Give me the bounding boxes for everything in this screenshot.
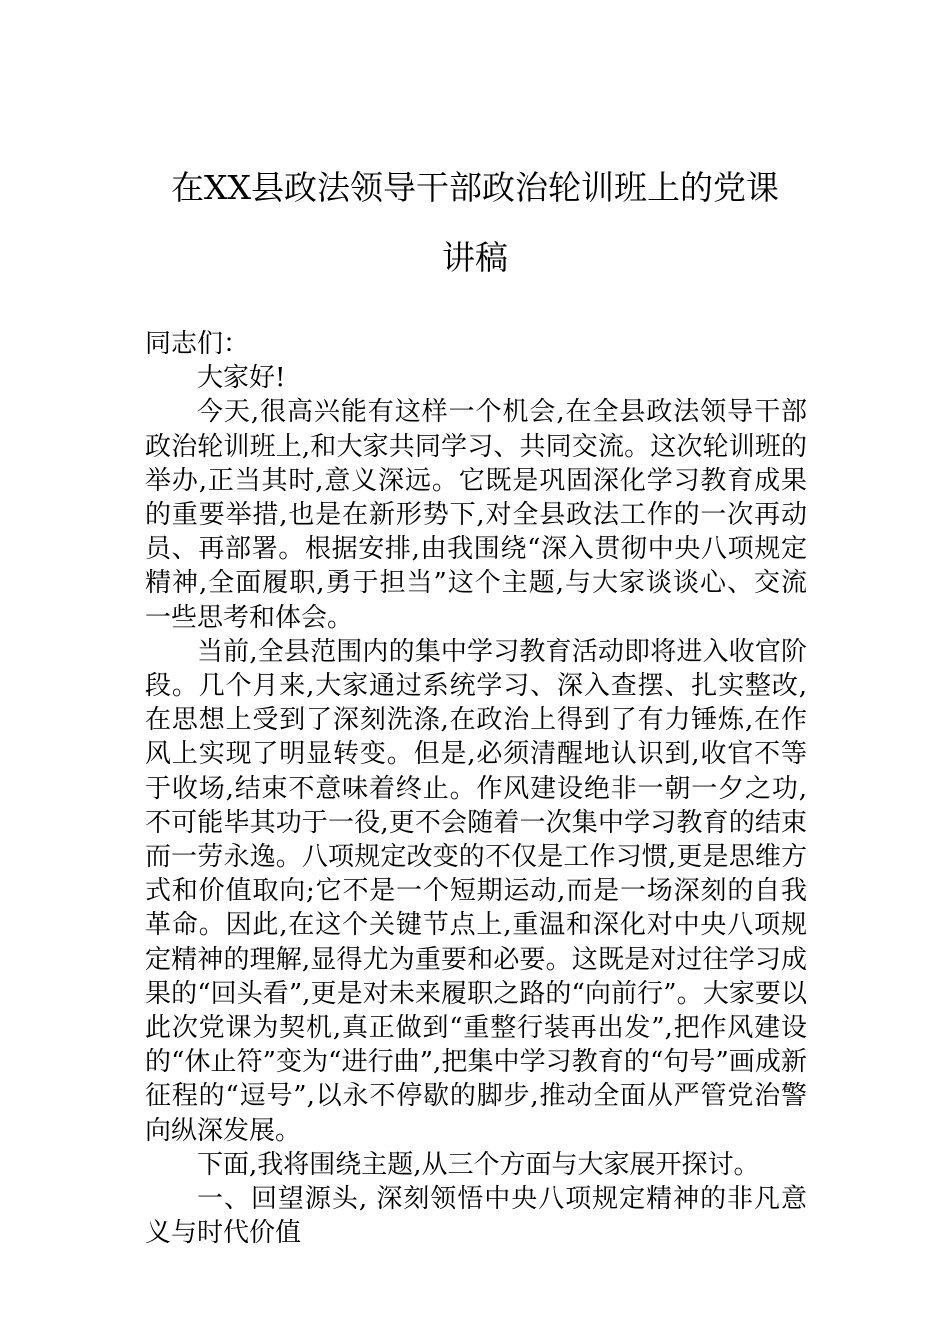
document-title-line-2: 讲稿 [442, 238, 508, 277]
paragraph-current-situation: 当前,全县范围内的集中学习教育活动即将进入收官阶段。几个月来,大家通过系统学习、深入查摆、扎实整改,在思想上受到了深刻洗涤,在政治上得到了有力锤炼,在作风上实现了明显转变。但是,必须清醒地认识到,收官不等于收场,结束不意味着终止。作风建设绝非一朝一夕之功,不可能毕其功于一役,更不会随着一次集中学习教育的结束而一劳永逸。八项规定改变的不仅是工作习惯,更是思维方式和价值取向;它不是一个短期运动,而是一场深刻的自我革命。因此,在这个关键节点上,重温和深化对中央八项规定精神的理解,显得尤为重要和必要。这既是对过往学习成果的“回头看”,更是对未来履职之路的“向前行”。大家要以此次党课为契机,真正做到“重整行装再出发”,把作风建设的“休止符”变为“进行曲”,把集中学习教育的“句号”画成新征程的“逗号”,以永不停歇的脚步,推动全面从严管党治警向纵深发展。 [145, 636, 807, 1146]
document-body [145, 327, 807, 1250]
paragraph-introduction: 今天,很高兴能有这样一个机会,在全县政法领导干部政治轮训班上,和大家共同学习、共同交流。这次轮训班的举办,正当其时,意义深远。它既是巩固深化学习教育成果的重要举措,也是在新形势下,对全县政法工作的一次再动员、再部署。根据安排,由我围绕“深入贯彻中央八项规定精神,全面履职,勇于担当”这个主题,与大家谈谈心、交流一些思考和体会。 [145, 397, 807, 633]
document-title-line-1: 在XX县政法领导干部政治轮训班上的党课 [171, 168, 779, 207]
salutation: 同志们： [145, 329, 250, 359]
paragraph-outline: 下面,我将围绕主题,从三个方面与大家展开探讨。 [197, 1149, 760, 1180]
section-heading-1: 一、回望源头, 深刻领悟中央八项规定精神的非凡意义与时代价值 [145, 1184, 807, 1249]
paragraph-greeting: 大家好! [197, 363, 286, 394]
